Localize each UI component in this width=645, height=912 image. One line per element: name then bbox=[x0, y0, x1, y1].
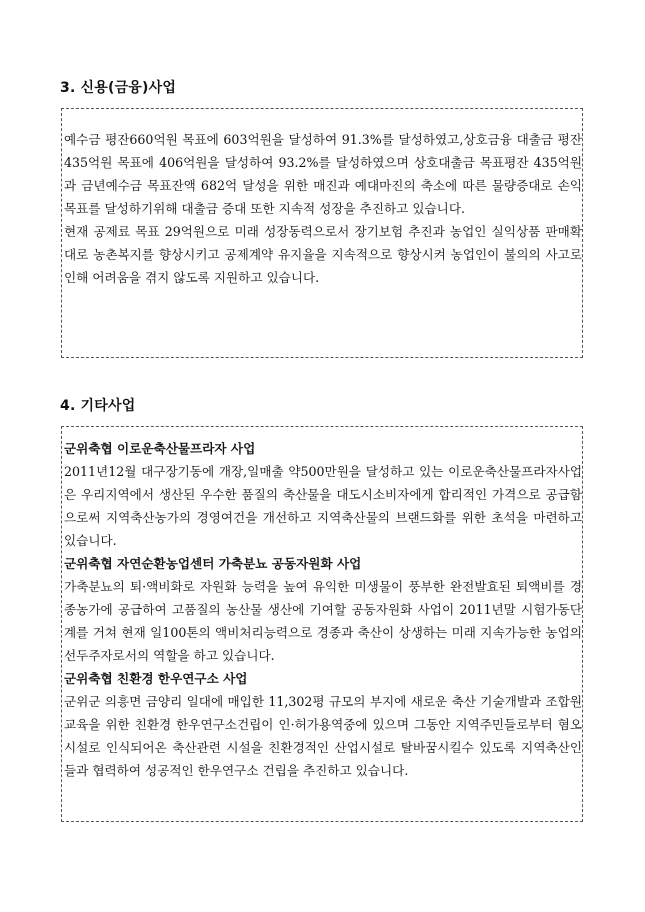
item-1-title: 군위축협 이로운축산물프라자 사업 bbox=[64, 441, 256, 456]
section-3-box bbox=[61, 108, 583, 358]
section-4-heading: 4. 기타사업 bbox=[60, 398, 136, 414]
item-3-title: 군위축협 친환경 한우연구소 사업 bbox=[64, 671, 248, 686]
item-3-body: 군위군 의흥면 금양리 일대에 매입한 11,302평 규모의 부지에 새로운 축산 기술개발과 조합원 교육을 위한 친환경 한우연구소건립이 인·허가용역중에 있으며 그동안 지역주민들로부터 혐오 시설로 인식되어온 축산관련 시설을 친환경적인 산업시설로 탈바꿈시킬수 있도록 지역축산인들과 협력하여 성공적인 한우연구소 건립을 추진하고 있습니다. bbox=[64, 694, 582, 778]
item-2-title: 군위축협 자연순환농업센터 가축분뇨 공동자원화 사업 bbox=[64, 556, 362, 571]
credit-paragraph-1: 예수금 평잔660억원 목표에 603억원을 달성하여 91.3%를 달성하였고,상호금융 대출금 평잔435억원 목표에 406억원을 달성하여 93.2%를 달성하였으며 상호대출금 목표평잔 435억원과 금년예수금 목표잔액 682억 달성을 위한 매진과 예대마진의 축소에 따른 물량증대로 손익목표를 달성하기위해 대출금 증대 또한 지속적 성장을 추진하고 있습니다. bbox=[64, 132, 582, 216]
section-4-box bbox=[61, 426, 583, 822]
credit-paragraph-2: 현재 공제료 목표 29억원으로 미래 성장동력으로서 장기보험 추진과 농업인 실익상품 판매확대로 농촌복지를 향상시키고 공제계약 유지율을 지속적으로 향상시켜 농업인이 불의의 사고로 인해 어려움을 겪지 않도록 지원하고 있습니다. bbox=[64, 224, 582, 285]
section-3-heading: 3. 신용(금융)사업 bbox=[60, 80, 177, 96]
item-2-body: 가축분뇨의 퇴·액비화로 자원화 능력을 높여 유익한 미생물이 풍부한 완전발효된 퇴액비를 경종농가에 공급하여 고품질의 농산물 생산에 기여할 공동자원화 사업이 2011년말 시험가동단계를 거쳐 현재 일100톤의 액비처리능력으로 경종과 축산이 상생하는 미래 지속가능한 농업의 선두주자로서의 역할을 하고 있습니다. bbox=[64, 579, 582, 663]
item-1-body: 2011년12월 대구장기동에 개장,일매출 약500만원을 달성하고 있는 이로운축산물프라자사업은 우리지역에서 생산된 우수한 품질의 축산물을 대도시소비자에게 합리적인 가격으로 공급함으로써 지역축산농가의 경영여건을 개선하고 지역축산물의 브랜드화를 위한 초석을 마련하고 있습니다. bbox=[64, 464, 582, 548]
